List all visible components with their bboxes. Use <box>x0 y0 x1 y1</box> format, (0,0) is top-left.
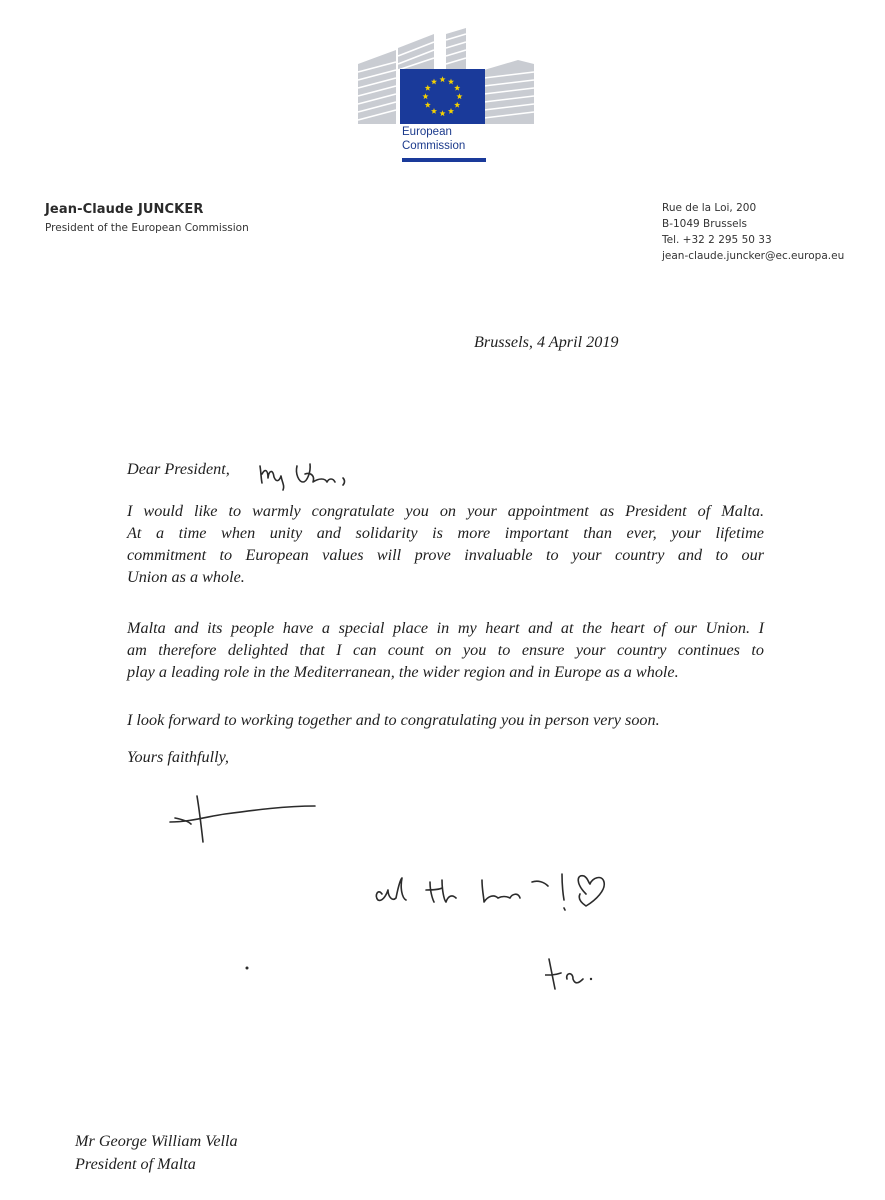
heart-icon <box>578 876 604 906</box>
handwritten-initial <box>545 955 605 995</box>
handwritten-greeting-text: my Dear, <box>255 452 259 453</box>
paragraph-2 <box>127 617 764 683</box>
recipient-name: Mr George William Vella <box>75 1132 238 1150</box>
handwritten-postscript <box>372 868 622 928</box>
logo-text-commission: Commission <box>402 140 466 152</box>
paragraph-3: I look forward to working together and to congratulating you in person very soon. <box>127 711 660 729</box>
salutation: Dear President, <box>127 460 230 478</box>
ink-dot <box>243 964 251 972</box>
address-email: jean-claude.juncker@ec.europa.eu <box>662 250 845 262</box>
letter-date: Brussels, 4 April 2019 <box>474 333 619 351</box>
european-commission-logo <box>356 24 536 169</box>
recipient-title: President of Malta <box>75 1155 196 1173</box>
paragraph-1 <box>127 500 764 588</box>
address-phone: Tel. +32 2 295 50 33 <box>662 234 772 246</box>
paragraph-1-line: I would like to warmly congratulate you on your appointment as President of Malta. <box>127 502 764 520</box>
logo-text-european: European <box>402 126 452 138</box>
paragraph-2-line: play a leading role in the Mediterranean, the wider region and in Europe as a whole. <box>127 663 679 681</box>
paragraph-1-line: At a time when unity and solidarity is more important than ever, your lifetime <box>127 524 764 542</box>
closing: Yours faithfully, <box>127 748 229 766</box>
paragraph-2-line: am therefore delighted that I can count on you to ensure your country continues to <box>127 641 764 659</box>
signature <box>165 792 325 852</box>
sender-title: President of the European Commission <box>45 222 249 234</box>
address-city: B-1049 Brussels <box>662 218 748 230</box>
paragraph-2-line: Malta and its people have a special place in my heart and at the heart of our Union. I <box>127 619 764 637</box>
handwritten-greeting-note <box>255 452 375 492</box>
paragraph-1-line: commitment to European values will prove invaluable to your country and to our <box>127 546 764 564</box>
sender-name: Jean-Claude JUNCKER <box>45 202 204 217</box>
paragraph-1-line: Union as a whole. <box>127 568 245 586</box>
address-street: Rue de la Loi, 200 <box>662 202 757 214</box>
